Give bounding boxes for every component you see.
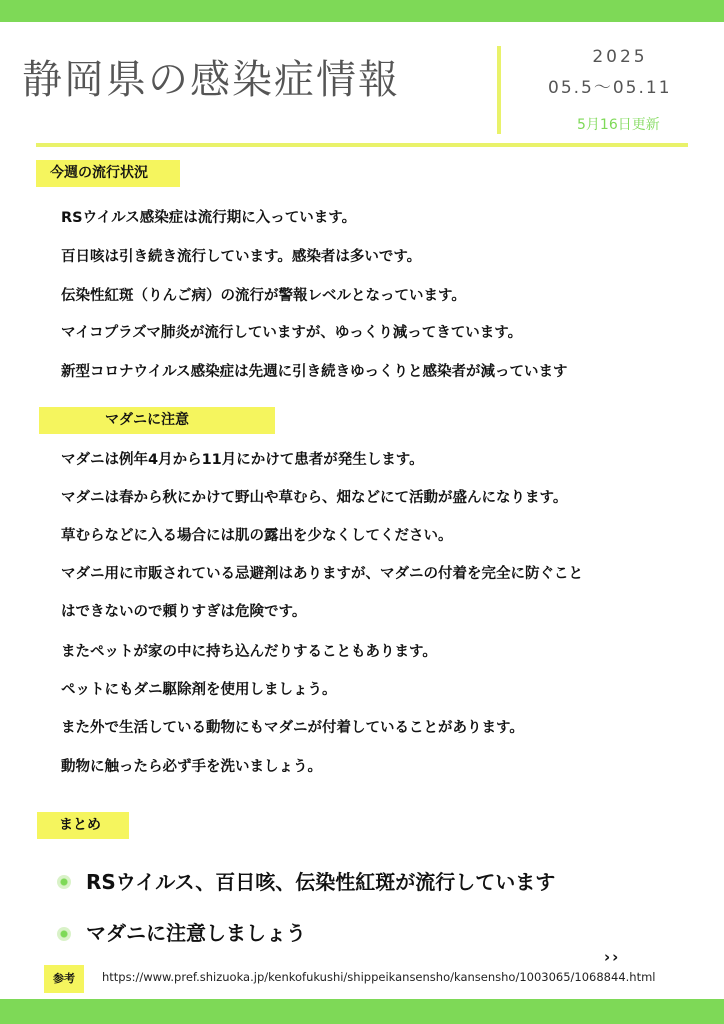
bullet-dot-icon: [57, 927, 71, 941]
tick-line: ペットにもダニ駆除剤を使用しましょう。: [61, 682, 337, 698]
section-label-summary: まとめ: [37, 812, 129, 839]
report-year: 2025: [592, 47, 648, 67]
header-rule: [36, 143, 688, 147]
tick-line: マダニは例年4月から11月にかけて患者が発生します。: [61, 452, 424, 468]
tick-line: 動物に触ったら必ず手を洗いましょう。: [61, 759, 322, 775]
tick-line: はできないので頼りすぎは危険です。: [61, 604, 307, 620]
top-accent-bar: [0, 0, 724, 22]
report-date-range: 05.5〜05.11: [548, 78, 672, 98]
trend-line: RSウイルス感染症は流行期に入っています。: [61, 210, 357, 226]
bottom-accent-bar: [0, 999, 724, 1024]
reference-label: 参考: [44, 965, 84, 993]
reference-link[interactable]: https://www.pref.shizuoka.jp/kenkofukushi/shippeikansensho/kansensho/1003065/1068844.html: [102, 970, 656, 984]
trend-line: 百日咳は引き続き流行しています。感染者は多いです。: [61, 249, 422, 265]
tick-line: 草むらなどに入る場合には肌の露出を少なくしてください。: [61, 528, 453, 544]
trend-line: 新型コロナウイルス感染症は先週に引き続きゆっくりと感染者が減っています: [61, 364, 568, 380]
tick-line: マダニは春から秋にかけて野山や草むら、畑などにて活動が盛んになります。: [61, 490, 568, 506]
summary-item: RSウイルス、百日咳、伝染性紅斑が流行しています: [86, 870, 556, 894]
tick-line: またペットが家の中に持ち込んだりすることもあります。: [61, 644, 437, 660]
bullet-dot-icon: [57, 875, 71, 889]
tick-line: また外で生活している動物にもマダニが付着していることがあります。: [61, 720, 524, 736]
section-label-ticks: マダニに注意: [39, 407, 275, 434]
header-divider: [497, 46, 501, 134]
updated-date: 5月16日更新: [577, 117, 660, 133]
page-title: 静岡県の感染症情報: [22, 57, 400, 103]
trend-line: マイコプラズマ肺炎が流行していますが、ゆっくり減ってきています。: [61, 325, 523, 341]
next-page-arrows-icon[interactable]: ››: [604, 948, 621, 966]
tick-line: マダニ用に市販されている忌避剤はありますが、マダニの付着を完全に防ぐこと: [61, 566, 583, 582]
summary-item: マダニに注意しましょう: [86, 921, 306, 945]
trend-line: 伝染性紅斑（りんご病）の流行が警報レベルとなっています。: [61, 288, 466, 304]
section-label-trends: 今週の流行状況: [36, 160, 180, 187]
